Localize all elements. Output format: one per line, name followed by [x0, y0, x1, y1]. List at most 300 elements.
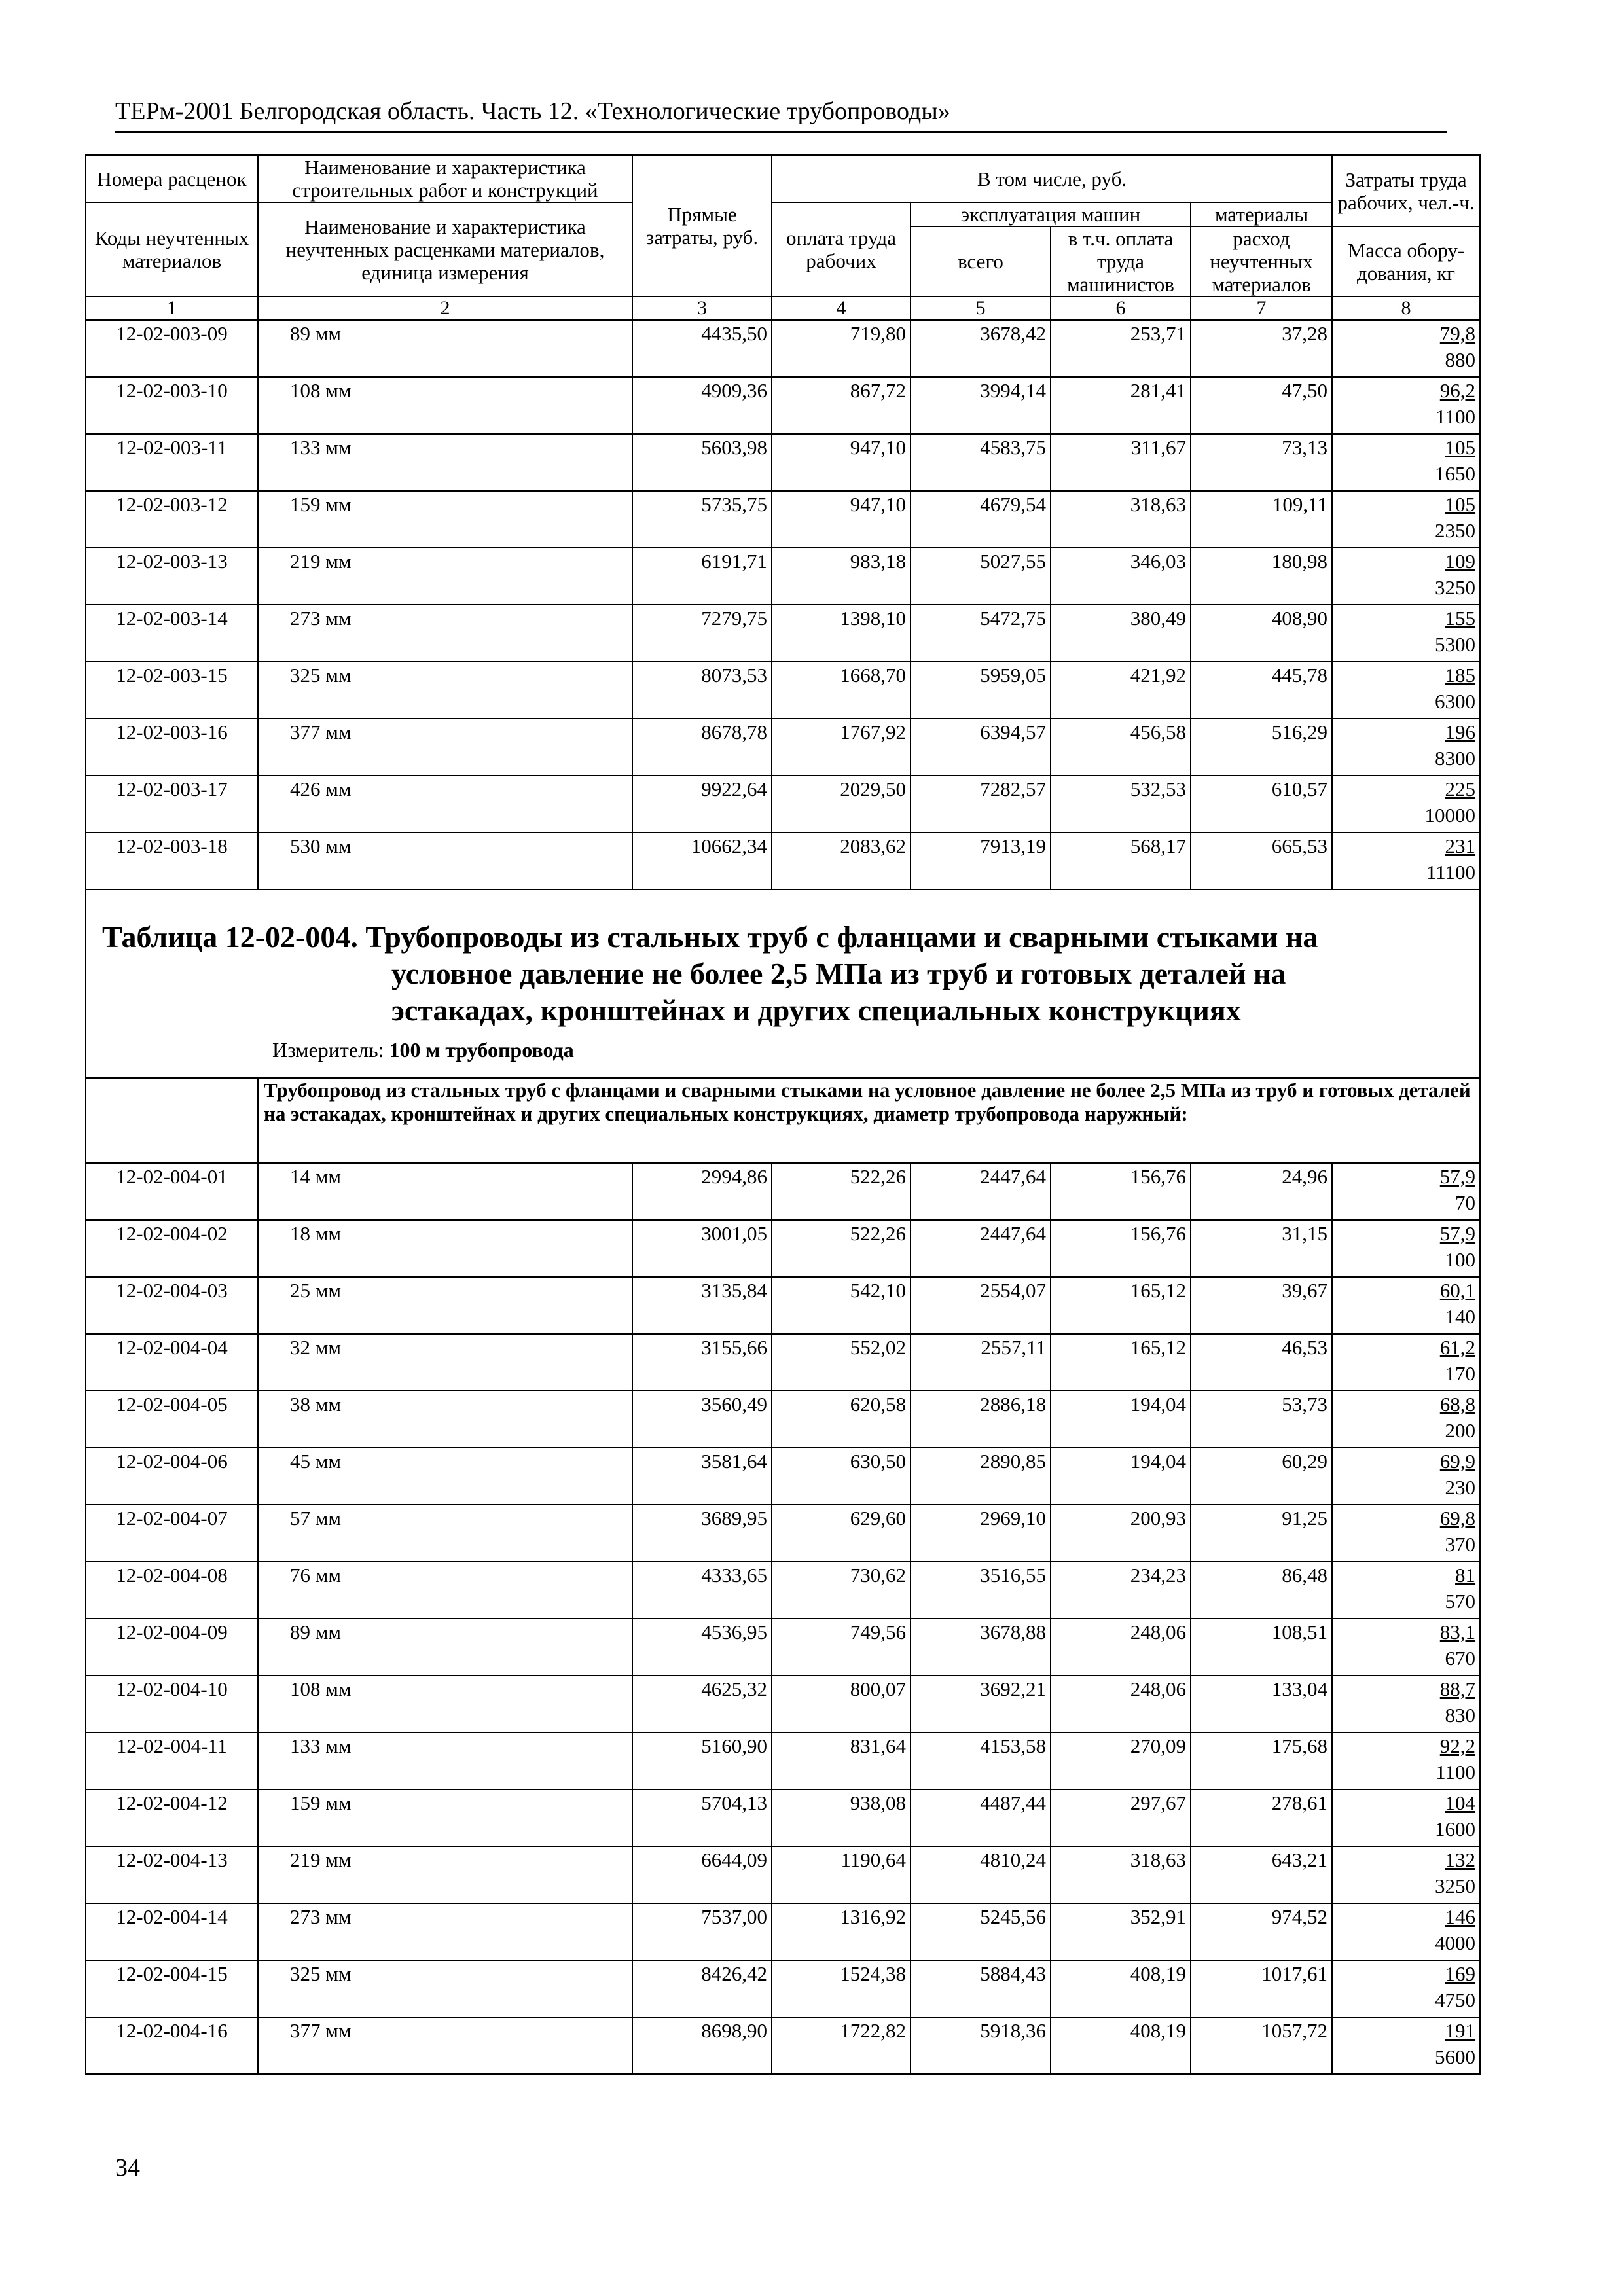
labor-hours: 185 — [1445, 664, 1476, 687]
pipe-diameter: 133 мм — [258, 1732, 632, 1789]
labor-mass-cell — [1332, 377, 1480, 434]
labor-hours: 83,1 — [1439, 1621, 1476, 1643]
equipment-mass: 3250 — [1435, 576, 1476, 599]
materials-cost: 91,25 — [1191, 1505, 1332, 1562]
labor-hours: 105 — [1445, 493, 1476, 516]
group-description-cell — [258, 1078, 1480, 1163]
drivers-pay: 248,06 — [1051, 1619, 1191, 1676]
drivers-pay: 165,12 — [1051, 1277, 1191, 1334]
drivers-pay: 352,91 — [1051, 1903, 1191, 1960]
direct-cost: 3560,49 — [632, 1391, 772, 1448]
machines-total: 4810,24 — [911, 1846, 1051, 1903]
labor-hours: 81 — [1455, 1564, 1476, 1587]
machines-total: 3678,88 — [911, 1619, 1051, 1676]
page-number: 34 — [115, 2154, 140, 2181]
workers-pay: 1668,70 — [772, 662, 911, 719]
machines-total: 5245,56 — [911, 1903, 1051, 1960]
labor-hours: 69,9 — [1439, 1450, 1476, 1473]
machines-total: 2969,10 — [911, 1505, 1051, 1562]
workers-pay: 1398,10 — [772, 605, 911, 662]
col-machines: эксплуатация машин — [911, 202, 1191, 226]
rate-code: 12-02-003-15 — [86, 662, 258, 719]
pipe-diameter: 273 мм — [258, 605, 632, 662]
materials-cost: 610,57 — [1191, 776, 1332, 833]
materials-cost: 665,53 — [1191, 833, 1332, 889]
rate-code: 12-02-004-07 — [86, 1505, 258, 1562]
labor-hours: 69,8 — [1439, 1507, 1476, 1530]
labor-mass-cell — [1332, 1334, 1480, 1391]
table-row — [86, 1505, 1480, 1562]
equipment-mass: 200 — [1445, 1419, 1476, 1442]
direct-cost: 6644,09 — [632, 1846, 772, 1903]
materials-cost: 109,11 — [1191, 491, 1332, 548]
table-row — [86, 605, 1480, 662]
col-name-bottom: Наименование и характеристика неучтенных расценками материалов, единица измерения — [258, 202, 632, 296]
table-row — [86, 1334, 1480, 1391]
direct-cost: 8073,53 — [632, 662, 772, 719]
table-row — [86, 1277, 1480, 1334]
pipe-diameter: 377 мм — [258, 2017, 632, 2074]
labor-hours: 104 — [1445, 1791, 1476, 1814]
table-row — [86, 1903, 1480, 1960]
direct-cost: 5603,98 — [632, 434, 772, 491]
equipment-mass: 5300 — [1435, 633, 1476, 656]
pipe-diameter: 14 мм — [258, 1163, 632, 1220]
drivers-pay: 380,49 — [1051, 605, 1191, 662]
table-row — [86, 1562, 1480, 1619]
table-row — [86, 548, 1480, 605]
labor-mass-cell — [1332, 320, 1480, 377]
rate-code: 12-02-004-08 — [86, 1562, 258, 1619]
workers-pay: 542,10 — [772, 1277, 911, 1334]
pipe-diameter: 426 мм — [258, 776, 632, 833]
col-codes-top: Номера расценок — [86, 155, 258, 202]
machines-total: 2890,85 — [911, 1448, 1051, 1505]
materials-cost: 974,52 — [1191, 1903, 1332, 1960]
equipment-mass: 5600 — [1435, 2045, 1476, 2068]
table-row — [86, 320, 1480, 377]
equipment-mass: 670 — [1445, 1647, 1476, 1670]
machines-total: 7282,57 — [911, 776, 1051, 833]
drivers-pay: 532,53 — [1051, 776, 1191, 833]
labor-hours: 57,9 — [1439, 1222, 1476, 1245]
col-machines-total: всего — [911, 226, 1051, 296]
table-title-line-2: условное давление не более 2,5 МПа из труб и готовых деталей на — [391, 957, 1286, 990]
drivers-pay: 456,58 — [1051, 719, 1191, 776]
machines-total: 2554,07 — [911, 1277, 1051, 1334]
pipe-diameter: 45 мм — [258, 1448, 632, 1505]
direct-cost: 4625,32 — [632, 1676, 772, 1732]
machines-total: 5472,75 — [911, 605, 1051, 662]
labor-hours: 88,7 — [1439, 1677, 1476, 1700]
equipment-mass: 4000 — [1435, 1931, 1476, 1954]
rate-code: 12-02-004-13 — [86, 1846, 258, 1903]
drivers-pay: 253,71 — [1051, 320, 1191, 377]
machines-total: 2447,64 — [911, 1220, 1051, 1277]
rate-code: 12-02-004-09 — [86, 1619, 258, 1676]
pipe-diameter: 159 мм — [258, 1789, 632, 1846]
pipe-diameter: 76 мм — [258, 1562, 632, 1619]
col-workers-pay: оплата труда рабочих — [772, 202, 911, 296]
materials-cost: 643,21 — [1191, 1846, 1332, 1903]
equipment-mass: 2350 — [1435, 519, 1476, 542]
machines-total: 2557,11 — [911, 1334, 1051, 1391]
table-row — [86, 1789, 1480, 1846]
workers-pay: 947,10 — [772, 491, 911, 548]
equipment-mass: 1650 — [1435, 462, 1476, 485]
group-code-cell — [86, 1078, 258, 1163]
col-number: 5 — [911, 296, 1051, 320]
labor-mass-cell — [1332, 548, 1480, 605]
materials-cost: 53,73 — [1191, 1391, 1332, 1448]
table-row — [86, 491, 1480, 548]
workers-pay: 522,26 — [772, 1163, 911, 1220]
machines-total: 4583,75 — [911, 434, 1051, 491]
workers-pay: 938,08 — [772, 1789, 911, 1846]
equipment-mass: 1100 — [1435, 1761, 1476, 1784]
materials-cost: 86,48 — [1191, 1562, 1332, 1619]
drivers-pay: 568,17 — [1051, 833, 1191, 889]
equipment-mass: 100 — [1445, 1248, 1476, 1271]
pipe-diameter: 108 мм — [258, 1676, 632, 1732]
pipe-diameter: 89 мм — [258, 1619, 632, 1676]
direct-cost: 2994,86 — [632, 1163, 772, 1220]
drivers-pay: 346,03 — [1051, 548, 1191, 605]
labor-mass-cell — [1332, 1732, 1480, 1789]
drivers-pay: 194,04 — [1051, 1391, 1191, 1448]
direct-cost: 8426,42 — [632, 1960, 772, 2017]
pipe-diameter: 219 мм — [258, 1846, 632, 1903]
labor-mass-cell — [1332, 776, 1480, 833]
labor-hours: 155 — [1445, 607, 1476, 630]
rate-code: 12-02-004-15 — [86, 1960, 258, 2017]
equipment-mass: 8300 — [1435, 747, 1476, 770]
workers-pay: 867,72 — [772, 377, 911, 434]
direct-cost: 3001,05 — [632, 1220, 772, 1277]
labor-mass-cell — [1332, 833, 1480, 889]
labor-hours: 68,8 — [1439, 1393, 1476, 1416]
rate-code: 12-02-004-02 — [86, 1220, 258, 1277]
pipe-diameter: 219 мм — [258, 548, 632, 605]
direct-cost: 8698,90 — [632, 2017, 772, 2074]
drivers-pay: 311,67 — [1051, 434, 1191, 491]
labor-mass-cell — [1332, 2017, 1480, 2074]
col-name-top: Наименование и характеристика строительных работ и конструкций — [258, 155, 632, 202]
col-number: 4 — [772, 296, 911, 320]
table-title-number: Таблица 12-02-004. — [102, 920, 358, 954]
drivers-pay: 234,23 — [1051, 1562, 1191, 1619]
labor-hours: 92,2 — [1439, 1734, 1476, 1757]
pipe-diameter: 133 мм — [258, 434, 632, 491]
col-mat-usage: расход неучтенных материалов — [1191, 226, 1332, 296]
workers-pay: 630,50 — [772, 1448, 911, 1505]
workers-pay: 719,80 — [772, 320, 911, 377]
machines-total: 7913,19 — [911, 833, 1051, 889]
machines-total: 6394,57 — [911, 719, 1051, 776]
equipment-mass: 830 — [1445, 1704, 1476, 1727]
table-row — [86, 1391, 1480, 1448]
machines-total: 5918,36 — [911, 2017, 1051, 2074]
direct-cost: 4536,95 — [632, 1619, 772, 1676]
price-table — [85, 154, 1481, 2075]
direct-cost: 6191,71 — [632, 548, 772, 605]
drivers-pay: 270,09 — [1051, 1732, 1191, 1789]
table-004-heading — [86, 889, 1480, 1163]
pipe-diameter: 108 мм — [258, 377, 632, 434]
pipe-diameter: 325 мм — [258, 1960, 632, 2017]
labor-mass-cell — [1332, 662, 1480, 719]
labor-mass-cell — [1332, 491, 1480, 548]
labor-mass-cell — [1332, 1960, 1480, 2017]
labor-hours: 79,8 — [1439, 322, 1476, 345]
table-row — [86, 719, 1480, 776]
workers-pay: 1316,92 — [772, 1903, 911, 1960]
machines-total: 4153,58 — [911, 1732, 1051, 1789]
labor-mass-cell — [1332, 1676, 1480, 1732]
table-row — [86, 776, 1480, 833]
rate-code: 12-02-004-16 — [86, 2017, 258, 2074]
col-number: 7 — [1191, 296, 1332, 320]
direct-cost: 4435,50 — [632, 320, 772, 377]
table-row — [86, 1220, 1480, 1277]
labor-mass-cell — [1332, 719, 1480, 776]
table-title-line-1: Трубопроводы из стальных труб с фланцами и сварными стыками на — [365, 920, 1318, 954]
table-row — [86, 1619, 1480, 1676]
workers-pay: 947,10 — [772, 434, 911, 491]
pipe-diameter: 25 мм — [258, 1277, 632, 1334]
direct-cost: 5704,13 — [632, 1789, 772, 1846]
col-direct: Прямые затраты, руб. — [632, 155, 772, 296]
labor-hours: 196 — [1445, 721, 1476, 744]
materials-cost: 516,29 — [1191, 719, 1332, 776]
machines-total: 4487,44 — [911, 1789, 1051, 1846]
materials-cost: 180,98 — [1191, 548, 1332, 605]
materials-cost: 60,29 — [1191, 1448, 1332, 1505]
drivers-pay: 297,67 — [1051, 1789, 1191, 1846]
direct-cost: 4333,65 — [632, 1562, 772, 1619]
direct-cost: 3155,66 — [632, 1334, 772, 1391]
labor-mass-cell — [1332, 1163, 1480, 1220]
materials-cost: 175,68 — [1191, 1732, 1332, 1789]
machines-total: 3516,55 — [911, 1562, 1051, 1619]
materials-cost: 1057,72 — [1191, 2017, 1332, 2074]
table-row — [86, 1676, 1480, 1732]
materials-cost: 37,28 — [1191, 320, 1332, 377]
equipment-mass: 230 — [1445, 1476, 1476, 1499]
rate-code: 12-02-003-13 — [86, 548, 258, 605]
workers-pay: 629,60 — [772, 1505, 911, 1562]
pipe-diameter: 18 мм — [258, 1220, 632, 1277]
table-row — [86, 662, 1480, 719]
materials-cost: 1017,61 — [1191, 1960, 1332, 2017]
drivers-pay: 318,63 — [1051, 491, 1191, 548]
labor-mass-cell — [1332, 1903, 1480, 1960]
rate-code: 12-02-004-01 — [86, 1163, 258, 1220]
drivers-pay: 408,19 — [1051, 1960, 1191, 2017]
measure-unit — [86, 1037, 1479, 1063]
rate-code: 12-02-003-10 — [86, 377, 258, 434]
table-title-cell — [86, 889, 1480, 1078]
workers-pay: 1524,38 — [772, 1960, 911, 2017]
materials-cost: 46,53 — [1191, 1334, 1332, 1391]
rate-code: 12-02-003-12 — [86, 491, 258, 548]
drivers-pay: 408,19 — [1051, 2017, 1191, 2074]
labor-hours: 225 — [1445, 778, 1476, 800]
workers-pay: 1767,92 — [772, 719, 911, 776]
table-row — [86, 833, 1480, 889]
labor-mass-cell — [1332, 1220, 1480, 1277]
col-incl: В том числе, руб. — [772, 155, 1332, 202]
table-row — [86, 2017, 1480, 2074]
drivers-pay: 165,12 — [1051, 1334, 1191, 1391]
rate-code: 12-02-003-17 — [86, 776, 258, 833]
direct-cost: 3689,95 — [632, 1505, 772, 1562]
workers-pay: 620,58 — [772, 1391, 911, 1448]
equipment-mass: 140 — [1445, 1305, 1476, 1328]
labor-mass-cell — [1332, 1277, 1480, 1334]
workers-pay: 730,62 — [772, 1562, 911, 1619]
labor-mass-cell — [1332, 605, 1480, 662]
col-number: 8 — [1332, 296, 1480, 320]
labor-hours: 231 — [1445, 834, 1476, 857]
table-row — [86, 1846, 1480, 1903]
pipe-diameter: 159 мм — [258, 491, 632, 548]
pipe-diameter: 377 мм — [258, 719, 632, 776]
rate-code: 12-02-004-06 — [86, 1448, 258, 1505]
labor-hours: 146 — [1445, 1905, 1476, 1928]
labor-hours: 191 — [1445, 2019, 1476, 2042]
machines-total: 5959,05 — [911, 662, 1051, 719]
materials-cost: 31,15 — [1191, 1220, 1332, 1277]
equipment-mass: 570 — [1445, 1590, 1476, 1613]
rows-table-004 — [86, 1163, 1480, 2074]
table-title — [86, 890, 1479, 1029]
direct-cost: 3581,64 — [632, 1448, 772, 1505]
rate-code: 12-02-003-16 — [86, 719, 258, 776]
drivers-pay: 200,93 — [1051, 1505, 1191, 1562]
column-numbers-row — [86, 296, 1480, 320]
col-number: 2 — [258, 296, 632, 320]
labor-mass-cell — [1332, 1846, 1480, 1903]
rate-code: 12-02-004-10 — [86, 1676, 258, 1732]
direct-cost: 7279,75 — [632, 605, 772, 662]
equipment-mass: 370 — [1445, 1533, 1476, 1556]
workers-pay: 983,18 — [772, 548, 911, 605]
drivers-pay: 248,06 — [1051, 1676, 1191, 1732]
pipe-diameter: 273 мм — [258, 1903, 632, 1960]
direct-cost: 10662,34 — [632, 833, 772, 889]
drivers-pay: 156,76 — [1051, 1163, 1191, 1220]
machines-total: 2886,18 — [911, 1391, 1051, 1448]
labor-hours: 96,2 — [1439, 379, 1476, 402]
pipe-diameter: 89 мм — [258, 320, 632, 377]
col-number: 1 — [86, 296, 258, 320]
direct-cost: 7537,00 — [632, 1903, 772, 1960]
col-drivers-pay: в т.ч. оплата труда машинистов — [1051, 226, 1191, 296]
group-description: Трубопровод из стальных труб с фланцами и сварными стыками на условное давление не более 2,5 МПа из труб и готовых деталей на эстакадах, кронштейнах и других специальных конструкциях, диаметр трубопровода наружный: — [264, 1079, 1471, 1125]
col-number: 3 — [632, 296, 772, 320]
labor-mass-cell — [1332, 1448, 1480, 1505]
rate-code: 12-02-004-03 — [86, 1277, 258, 1334]
equipment-mass: 880 — [1445, 348, 1476, 371]
labor-mass-cell — [1332, 1789, 1480, 1846]
equipment-mass: 6300 — [1435, 690, 1476, 713]
table-row — [86, 1448, 1480, 1505]
direct-cost: 5735,75 — [632, 491, 772, 548]
labor-hours: 132 — [1445, 1848, 1476, 1871]
col-labor: Затраты труда рабочих, чел.-ч. — [1332, 155, 1480, 226]
labor-mass-cell — [1332, 434, 1480, 491]
materials-cost: 73,13 — [1191, 434, 1332, 491]
table-row — [86, 434, 1480, 491]
equipment-mass: 1100 — [1435, 405, 1476, 428]
materials-cost: 445,78 — [1191, 662, 1332, 719]
equipment-mass: 1600 — [1435, 1818, 1476, 1840]
equipment-mass: 3250 — [1435, 1874, 1476, 1897]
equipment-mass: 70 — [1455, 1191, 1476, 1214]
col-materials: материалы — [1191, 202, 1332, 226]
workers-pay: 1722,82 — [772, 2017, 911, 2074]
materials-cost: 108,51 — [1191, 1619, 1332, 1676]
labor-mass-cell — [1332, 1562, 1480, 1619]
workers-pay: 522,26 — [772, 1220, 911, 1277]
table-row — [86, 377, 1480, 434]
direct-cost: 9922,64 — [632, 776, 772, 833]
machines-total: 5027,55 — [911, 548, 1051, 605]
pipe-diameter: 325 мм — [258, 662, 632, 719]
labor-mass-cell — [1332, 1505, 1480, 1562]
drivers-pay: 421,92 — [1051, 662, 1191, 719]
labor-hours: 60,1 — [1439, 1279, 1476, 1302]
rows-table-003 — [86, 320, 1480, 889]
equipment-mass: 11100 — [1426, 861, 1476, 884]
machines-total: 3994,14 — [911, 377, 1051, 434]
rate-code: 12-02-004-05 — [86, 1391, 258, 1448]
equipment-mass: 170 — [1445, 1362, 1476, 1385]
table-row — [86, 1163, 1480, 1220]
workers-pay: 552,02 — [772, 1334, 911, 1391]
table-row — [86, 1960, 1480, 2017]
rate-code: 12-02-004-14 — [86, 1903, 258, 1960]
machines-total: 4679,54 — [911, 491, 1051, 548]
labor-hours: 61,2 — [1439, 1336, 1476, 1359]
workers-pay: 2083,62 — [772, 833, 911, 889]
workers-pay: 831,64 — [772, 1732, 911, 1789]
rate-code: 12-02-003-09 — [86, 320, 258, 377]
page-header: ТЕРм-2001 Белгородская область. Часть 12. «Технологические трубопроводы» — [115, 98, 950, 125]
price-table-sheet — [85, 154, 1479, 2075]
pipe-diameter: 530 мм — [258, 833, 632, 889]
workers-pay: 1190,64 — [772, 1846, 911, 1903]
workers-pay: 2029,50 — [772, 776, 911, 833]
measure-unit-label: Измеритель: — [272, 1038, 384, 1062]
machines-total: 5884,43 — [911, 1960, 1051, 2017]
machines-total: 3692,21 — [911, 1676, 1051, 1732]
labor-hours: 57,9 — [1439, 1165, 1476, 1188]
machines-total: 3678,42 — [911, 320, 1051, 377]
drivers-pay: 281,41 — [1051, 377, 1191, 434]
equipment-mass: 10000 — [1424, 804, 1476, 827]
workers-pay: 749,56 — [772, 1619, 911, 1676]
direct-cost: 8678,78 — [632, 719, 772, 776]
materials-cost: 24,96 — [1191, 1163, 1332, 1220]
equipment-mass: 4750 — [1435, 1988, 1476, 2011]
direct-cost: 3135,84 — [632, 1277, 772, 1334]
drivers-pay: 194,04 — [1051, 1448, 1191, 1505]
drivers-pay: 156,76 — [1051, 1220, 1191, 1277]
materials-cost: 278,61 — [1191, 1789, 1332, 1846]
labor-hours: 109 — [1445, 550, 1476, 573]
